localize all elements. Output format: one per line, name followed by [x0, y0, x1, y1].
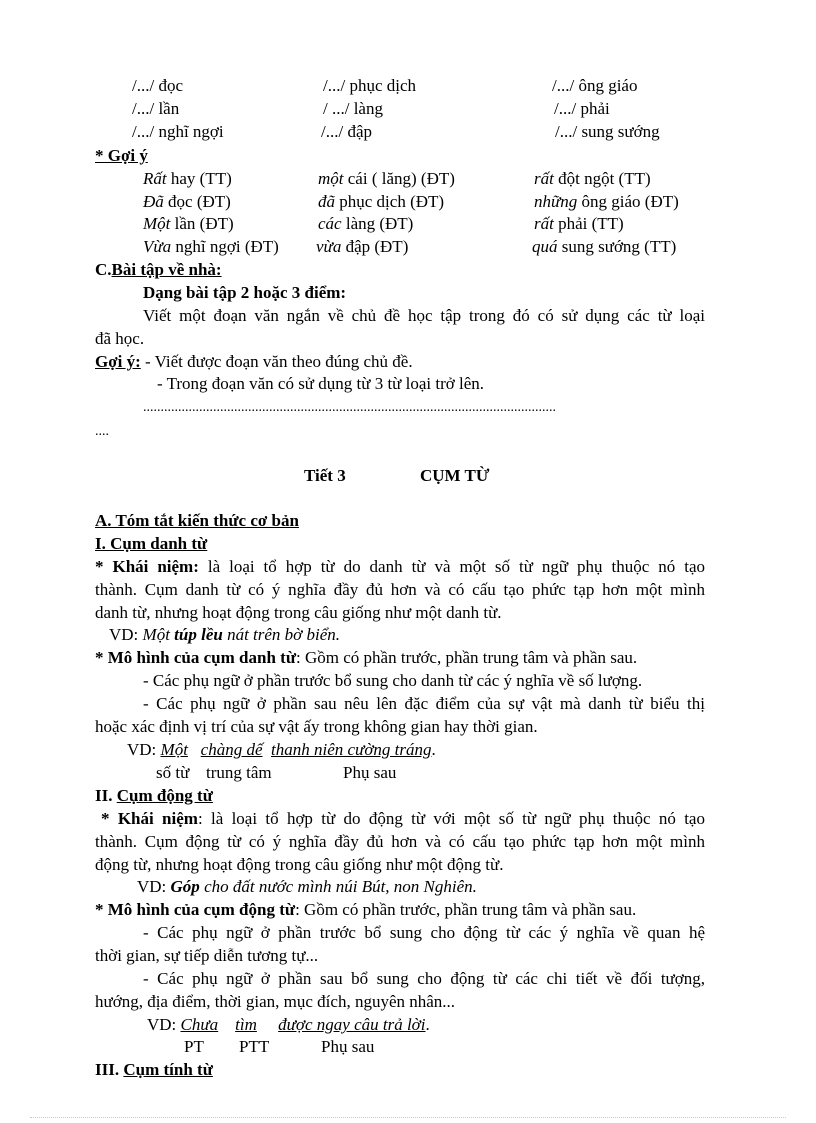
hint-word: Đã — [143, 192, 164, 211]
lesson-title: CỤM TỪ — [420, 466, 490, 485]
exercise-item: /.../ ông giáo — [552, 76, 638, 95]
hint-rest: đột ngột (TT) — [553, 169, 651, 188]
noun-model: * Mô hình của cụm danh từ: Gồm có phần trước, phần trung tâm và phần sau. — [95, 648, 638, 667]
hint-item — [143, 169, 232, 189]
verb-pre: - Các phụ ngữ ở phần trước bổ sung cho động từ các ý nghĩa về quan hệ — [143, 923, 705, 942]
answer-dots: ...................................................................................................................... — [143, 400, 556, 415]
homework-title: Bài tập về nhà: — [111, 260, 222, 279]
hint-word: rất — [534, 169, 554, 188]
noun-pre: - Các phụ ngữ ở phần trước bổ sung cho danh từ các ý nghĩa về số lượng. — [143, 671, 643, 690]
hint-rest: đọc (ĐT) — [163, 192, 231, 211]
exercise-item: /.../ nghĩ ngợi — [132, 122, 224, 141]
verb-pre: thời gian, sự tiếp diễn tương tự... — [95, 946, 319, 965]
noun-def: * Khái niệm: là loại tổ hợp từ do danh từ và một số từ ngữ phụ thuộc nó tạo — [95, 557, 705, 576]
hint-rest: sung sướng (TT) — [557, 237, 677, 256]
section-heading: A. Tóm tắt kiến thức cơ bản — [95, 511, 299, 530]
homework-type: Dạng bài tập 2 hoặc 3 điểm: — [143, 283, 347, 302]
hint-item — [532, 237, 676, 257]
hint-rest: phục dịch (ĐT) — [335, 192, 445, 211]
homework-hint: Gợi ý: - Viết được đoạn văn theo đúng chủ đề. — [95, 352, 413, 371]
verb-def: động từ, nhưng hoạt động trong câu giống như một động từ. — [95, 855, 504, 874]
hint-item — [143, 214, 234, 234]
hint-item — [318, 214, 413, 234]
exercise-item: /.../ lần — [132, 99, 180, 118]
verb-model: * Mô hình của cụm động từ: Gồm có phần trước, phần trung tâm và phần sau. — [95, 900, 637, 919]
hint-item — [534, 192, 679, 212]
homework-hint-label: Gợi ý: — [95, 352, 141, 371]
hint-item — [316, 237, 408, 257]
hint-item — [143, 192, 231, 212]
exercise-item: / .../ làng — [323, 99, 383, 118]
adj-heading: III. Cụm tính từ — [95, 1060, 213, 1079]
hint-item — [318, 169, 455, 189]
hint-word: Rất — [143, 169, 167, 188]
noun-label: trung tâm — [206, 763, 272, 782]
hint-rest: nghĩ ngợi (ĐT) — [171, 237, 279, 256]
hint-rest: đập (ĐT) — [341, 237, 409, 256]
verb-def: * Khái niệm: là loại tổ hợp từ do động từ với một số từ ngữ phụ thuộc nó tạo — [101, 809, 705, 828]
hint-rest: làng (ĐT) — [341, 214, 414, 233]
noun-example-2: VD: Một chàng dế thanh niên cường tráng. — [127, 740, 436, 759]
exercise-item: /.../ đập — [321, 122, 372, 141]
hint-rest: lần (ĐT) — [170, 214, 234, 233]
hint-word: vừa — [316, 237, 342, 256]
verb-example: VD: Góp cho đất nước mình núi Bút, non Nghiên. — [137, 877, 477, 896]
hint-label: * Gợi ý — [95, 146, 148, 165]
verb-post: - Các phụ ngữ ở phần sau bổ sung cho động từ các chi tiết về đối tượng, — [143, 969, 705, 988]
hint-rest: cái ( lăng) (ĐT) — [343, 169, 455, 188]
hint-word: các — [318, 214, 342, 233]
homework-hint-item: - Trong đoạn văn có sử dụng từ 3 từ loại trở lên. — [157, 374, 485, 393]
noun-label: Phụ sau — [343, 763, 397, 782]
noun-def: thành. Cụm danh từ có ý nghĩa đầy đủ hơn và có cấu tạo phức tạp hơn một mình — [95, 580, 705, 599]
homework-task: đã học. — [95, 329, 145, 348]
hint-item — [318, 192, 444, 212]
hint-word: những — [534, 192, 578, 211]
noun-post: hoặc xác định vị trí của sự vật ấy trong không gian hay thời gian. — [95, 717, 538, 736]
homework-heading: C.Bài tập về nhà: — [95, 260, 222, 279]
lesson-number: Tiết 3 — [304, 466, 346, 485]
noun-label: số từ — [156, 763, 190, 782]
verb-def: thành. Cụm động từ có ý nghĩa đầy đủ hơn và có cấu tạo phức tạp hơn một mình — [95, 832, 705, 851]
exercise-item: /.../ phải — [554, 99, 610, 118]
exercise-item: /.../ sung sướng — [555, 122, 660, 141]
verb-heading: II. Cụm động từ — [95, 786, 213, 805]
hint-rest: ông giáo (ĐT) — [577, 192, 679, 211]
verb-post: hướng, địa điểm, thời gian, mục đích, nguyên nhân... — [95, 992, 456, 1011]
answer-dots: .... — [95, 424, 109, 439]
verb-label: PT — [184, 1037, 204, 1056]
hint-word: quá — [532, 237, 558, 256]
hint-word: Một — [143, 214, 171, 233]
noun-post: - Các phụ ngữ ở phần sau nêu lên đặc điểm của sự vật mà danh từ biểu thị — [143, 694, 705, 713]
hint-word: Vừa — [143, 237, 172, 256]
noun-def: danh từ, nhưng hoạt động trong câu giống như một danh từ. — [95, 603, 502, 622]
hint-item — [534, 214, 624, 234]
verb-label: PTT — [239, 1037, 270, 1056]
noun-example: VD: Một túp lều nát trên bờ biển. — [109, 625, 341, 644]
hint-item — [534, 169, 651, 189]
verb-label: Phụ sau — [321, 1037, 375, 1056]
hint-rest: phải (TT) — [553, 214, 624, 233]
exercise-item: /.../ đọc — [132, 76, 183, 95]
hint-word: rất — [534, 214, 554, 233]
verb-example-2: VD: Chưa tìm được ngay câu trả lời. — [147, 1015, 430, 1034]
page-border — [30, 1117, 786, 1118]
exercise-item: /.../ phục dịch — [323, 76, 417, 95]
noun-heading: I. Cụm danh từ — [95, 534, 208, 553]
hint-word: một — [318, 169, 344, 188]
hint-heading — [95, 146, 148, 166]
hint-rest: hay (TT) — [166, 169, 232, 188]
hint-item — [143, 237, 279, 257]
homework-task: Viết một đoạn văn ngắn về chủ đề học tập trong đó có sử dụng các từ loại — [143, 306, 705, 325]
hint-word: đã — [318, 192, 335, 211]
